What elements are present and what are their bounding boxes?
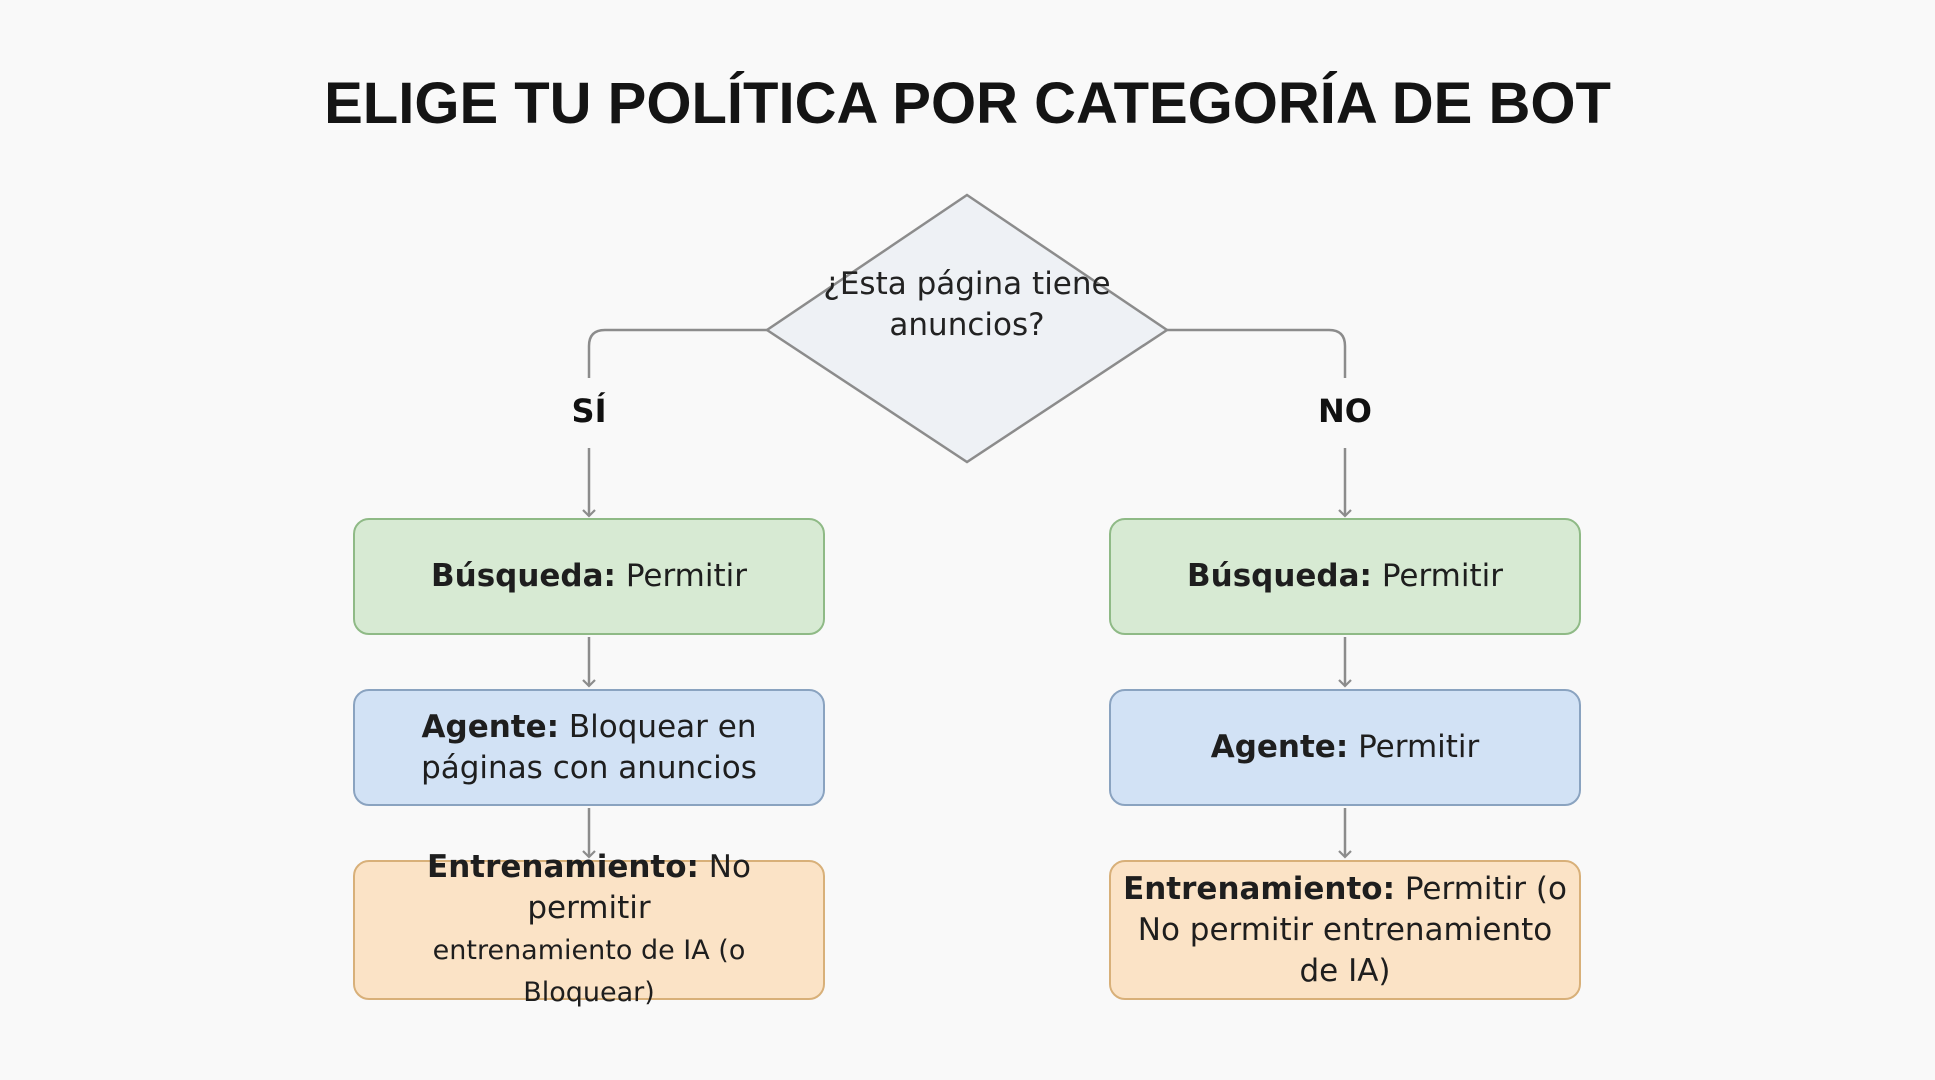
yes-search-category: Búsqueda: xyxy=(431,558,616,594)
decision-question: ¿Esta página tiene anuncios? xyxy=(823,266,1111,343)
yes-agent-policy: Bloquear en páginas con anuncios xyxy=(421,708,757,786)
yes-training-policy: No permitir xyxy=(527,849,751,926)
yes-agent-category: Agente: xyxy=(421,708,560,745)
yes-training-category: Entrenamiento: xyxy=(427,849,699,885)
no-training-category: Entrenamiento: xyxy=(1123,870,1395,907)
yes-agent-policy-box xyxy=(353,689,825,806)
yes-training-policy-line2: entrenamiento de IA (o Bloquear) xyxy=(432,935,746,1008)
no-search-policy: Permitir xyxy=(1381,558,1503,594)
connector-no-branch xyxy=(1167,330,1345,378)
yes-search-policy-box xyxy=(353,518,825,635)
diagram-title: ELIGE TU POLÍTICA POR CATEGORÍA DE BOT xyxy=(324,71,1611,136)
no-search-category: Búsqueda: xyxy=(1187,558,1372,594)
no-training-policy: Permitir (o No permitir entrenamiento de IA) xyxy=(1137,870,1567,989)
no-agent-policy: Permitir xyxy=(1358,729,1480,765)
branch-label-no: NO xyxy=(1318,392,1372,430)
branch-label-yes: SÍ xyxy=(571,392,607,430)
no-agent-category: Agente: xyxy=(1210,729,1349,765)
no-search-policy-box xyxy=(1109,518,1581,635)
yes-search-policy: Permitir xyxy=(625,558,747,594)
yes-training-policy-box xyxy=(353,849,825,1008)
no-agent-policy-box xyxy=(1109,689,1581,806)
no-training-policy-box xyxy=(1109,860,1581,1000)
connector-yes-branch xyxy=(589,330,767,378)
